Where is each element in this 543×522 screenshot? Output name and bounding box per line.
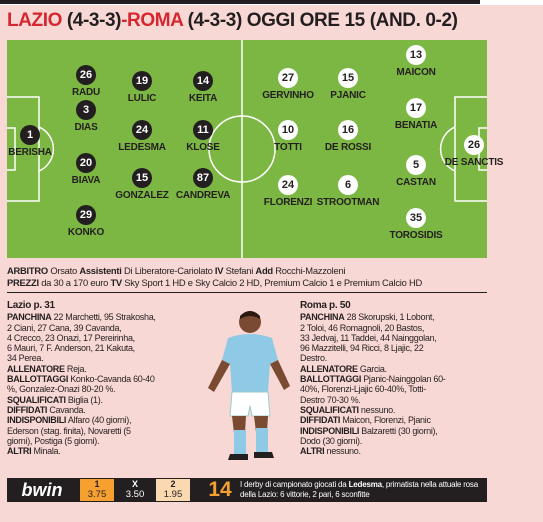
info-line: [7, 374, 197, 384]
roma-player-7: [381, 45, 451, 78]
info-line: [300, 405, 488, 415]
shirt-number: 27: [278, 68, 298, 88]
info-text: 4 Crecco, 23 Onazi, 17 Pereirinha,: [7, 332, 135, 343]
info-text: 33 Jedvaj, 11 Taddei, 44 Nainggolan,: [300, 332, 437, 343]
shirt-number: 15: [132, 168, 152, 188]
additional-names: Rocchi-Mazzoleni: [272, 265, 346, 276]
odds-box-3: [156, 479, 190, 501]
fact-number: 14: [208, 478, 232, 501]
prices-line: [7, 277, 422, 288]
info-line: [7, 333, 197, 343]
player-name: GERVINHO: [262, 90, 314, 101]
info-label: INDISPONIBILI: [300, 425, 360, 436]
info-line: [300, 395, 488, 405]
info-line: [300, 343, 488, 353]
info-label: ALLENATORE: [300, 363, 358, 374]
lazio-player-5: [51, 205, 121, 238]
player-name: PJANIC: [330, 90, 366, 101]
info-line: [7, 436, 197, 446]
odds-label: X: [118, 479, 152, 489]
player-photo: [198, 300, 298, 470]
player-name: STROOTMAN: [316, 197, 380, 208]
info-line: [7, 312, 197, 322]
fourth-official-label: IV: [214, 265, 224, 276]
assistants-names: Di Liberatore-Cariolato: [121, 265, 215, 276]
info-text: %, Gonzalez-Onazi 80-20 %.: [7, 384, 116, 395]
info-text: Konko-Cavanda 60-40: [68, 374, 155, 385]
info-line: [300, 384, 488, 394]
info-label: BALLOTTAGGI: [300, 374, 362, 385]
info-text: 2 Toloi, 46 Romagnoli, 20 Bastos,: [300, 322, 425, 333]
player-name: BIAVA: [71, 175, 101, 186]
info-line: [7, 323, 197, 333]
prices-label: PREZZI: [7, 277, 39, 288]
roma-player-10: [381, 208, 451, 241]
player-name: DE SANCTIS: [444, 157, 504, 168]
shirt-number: 6: [338, 175, 358, 195]
info-text: Destro.: [300, 353, 327, 364]
info-text: 34 Perea.: [7, 353, 44, 364]
info-line: [7, 395, 197, 405]
info-label: ALTRI: [300, 446, 325, 457]
roma-info-column: [300, 301, 488, 456]
info-line: [7, 426, 197, 436]
info-text: Garcia.: [357, 363, 387, 374]
section-divider: [7, 292, 487, 293]
player-name: KLOSE: [186, 142, 220, 153]
player-name: MAICON: [396, 67, 436, 78]
info-line: [7, 405, 197, 415]
headline-dash: -: [121, 10, 128, 31]
info-text: Pjanic-Nainggolan 60-: [361, 374, 446, 385]
info-text: 6 Mauri, 7 F. Anderson, 21 Kakuta,: [7, 343, 135, 354]
shirt-number: 87: [193, 168, 213, 188]
shirt-number: 10: [278, 120, 298, 140]
roma-player-5: [313, 120, 383, 153]
lazio-player-10: [168, 120, 238, 153]
info-label: PANCHINA: [300, 312, 345, 323]
info-text: 2 Ciani, 27 Cana, 39 Cavanda,: [7, 322, 122, 333]
info-line: [7, 415, 197, 425]
odds-box-1: [80, 479, 114, 501]
shirt-number: 20: [76, 153, 96, 173]
lazio-info-column: [7, 301, 197, 456]
info-text: 40%, Florenzi-Ljajic 60-40%, Totti-: [300, 384, 426, 395]
home-team-name: LAZIO: [7, 10, 62, 31]
info-text: Reja.: [64, 363, 87, 374]
assistants-label: Assistenti: [79, 265, 122, 276]
player-name: TOROSIDIS: [389, 230, 443, 241]
fact-highlight: Ledesma: [348, 480, 382, 489]
odds-value: 3.50: [118, 489, 152, 501]
info-text: 28 Skorupski, 1 Lobont,: [344, 312, 435, 323]
info-label: DIFFIDATI: [7, 404, 48, 415]
lazio-player-6: [107, 71, 177, 104]
lazio-player-7: [107, 120, 177, 153]
additional-label: Add: [255, 265, 273, 276]
shirt-number: 16: [338, 120, 358, 140]
shirt-number: 5: [406, 155, 426, 175]
info-label: PANCHINA: [7, 312, 52, 323]
info-text: nessuno.: [324, 446, 361, 457]
info-line: [300, 446, 488, 456]
player-name: RADU: [71, 87, 101, 98]
lazio-player-11: [168, 168, 238, 201]
info-text: Dodo (30 giorni).: [300, 435, 362, 446]
shirt-number: 14: [193, 71, 213, 91]
info-text: Minala.: [31, 446, 61, 457]
shirt-number: 24: [278, 175, 298, 195]
info-line: [7, 446, 197, 456]
info-label: SQUALIFICATI: [7, 394, 66, 405]
player-name: BENATIA: [394, 120, 438, 131]
info-label: BALLOTTAGGI: [7, 374, 69, 385]
player-name: TOTTI: [274, 142, 302, 153]
tv-channels: Sky Sport 1 HD e Sky Calcio 2 HD, Premium Calcio 1 e Premium Calcio HD: [121, 277, 422, 288]
shirt-number: 24: [132, 120, 152, 140]
info-text: giorni), Postiga (5 giorni).: [7, 435, 100, 446]
info-label: INDISPONIBILI: [7, 415, 67, 426]
referee-label: ARBITRO: [7, 265, 48, 276]
info-text: 96 Mazzitelli, 94 Ricci, 8 Ljajic, 22: [300, 343, 424, 354]
info-line: [7, 384, 197, 394]
roma-player-8: [381, 98, 451, 131]
shirt-number: 3: [76, 100, 96, 120]
info-line: [300, 364, 488, 374]
shirt-number: 29: [76, 205, 96, 225]
bwin-logo: bwin: [9, 480, 75, 500]
lazio-info-title: Lazio p. 31: [7, 300, 55, 311]
top-rule-bar: [0, 0, 480, 4]
info-line: [300, 353, 488, 363]
top-rule: [0, 0, 543, 5]
info-text: 22 Marchetti, 95 Strakosha,: [51, 312, 156, 323]
lazio-player-8: [107, 168, 177, 201]
shirt-number: 26: [76, 65, 96, 85]
odds-value: 1.95: [156, 489, 190, 501]
player-name: KONKO: [67, 227, 105, 238]
shirt-number: 15: [338, 68, 358, 88]
shirt-number: 26: [464, 135, 484, 155]
player-name: LULIC: [127, 93, 157, 104]
info-line: [300, 333, 488, 343]
info-line: [300, 374, 488, 384]
info-line: [300, 415, 488, 425]
shirt-number: 19: [132, 71, 152, 91]
info-label: ALLENATORE: [7, 363, 65, 374]
fact-box: [200, 478, 487, 502]
player-name: CANDREVA: [175, 190, 231, 201]
info-line: [7, 353, 197, 363]
referee-name: Orsato: [47, 265, 80, 276]
player-name: GONZALEZ: [115, 190, 169, 201]
shirt-number: 13: [406, 45, 426, 65]
roma-info-title: Roma p. 50: [300, 300, 351, 311]
shirt-number: 11: [193, 120, 213, 140]
info-label: SQUALIFICATI: [300, 404, 359, 415]
info-text: Alfaro (40 giorni),: [66, 415, 132, 426]
fact-text-start: I derby di campionato giocati da: [240, 480, 349, 489]
odds-label: 1: [80, 479, 114, 489]
player-name: DE ROSSI: [324, 142, 372, 153]
info-label: DIFFIDATI: [300, 415, 341, 426]
shirt-number: 17: [406, 98, 426, 118]
shirt-number: 1: [20, 125, 40, 145]
info-text: Biglia (1).: [65, 394, 103, 405]
shirt-number: 35: [406, 208, 426, 228]
info-text: Balzaretti (30 giorni),: [359, 425, 438, 436]
odds-box-2: [118, 479, 152, 501]
info-label: ALTRI: [7, 446, 32, 457]
lazio-player-9: [168, 71, 238, 104]
match-details: (4-3-3) OGGI ORE 15 (AND. 0-2): [182, 10, 458, 31]
info-text: nessuno.: [358, 404, 396, 415]
roma-player-11: [439, 135, 509, 168]
info-line: [300, 312, 488, 322]
fact-text-end: , primatista nella attuale rosa della Lazio: 6 vittorie, 2 pari, 6 sconfitte: [240, 480, 478, 499]
info-text: Ederson (stag. finita), Novaretti (5: [7, 425, 131, 436]
info-line: [300, 426, 488, 436]
info-line: [7, 343, 197, 353]
player-name: CASTAN: [396, 177, 436, 188]
info-text: Maicon, Florenzi, Pjanic: [340, 415, 431, 426]
player-name: LEDESMA: [118, 142, 166, 153]
info-text: Destro 70-30 %.: [300, 394, 361, 405]
player-name: DIAS: [74, 122, 98, 133]
odds-label: 2: [156, 479, 190, 489]
officials-line: [7, 265, 345, 276]
match-headline: [7, 10, 458, 32]
away-team-name: ROMA: [127, 10, 183, 31]
roma-player-6: [313, 175, 383, 208]
tv-label: TV: [110, 277, 122, 288]
info-line: [7, 364, 197, 374]
info-line: [300, 436, 488, 446]
odds-value: 3.75: [80, 489, 114, 501]
player-name: FLORENZI: [263, 197, 313, 208]
roma-player-4: [313, 68, 383, 101]
home-formation: (4-3-3): [62, 10, 122, 31]
prices-range: da 30 a 170 euro: [38, 277, 111, 288]
info-text: Cavanda.: [47, 404, 86, 415]
fact-text: [240, 480, 484, 500]
info-line: [300, 323, 488, 333]
player-name: BERISHA: [8, 147, 52, 158]
fourth-official-name: Stefani: [223, 265, 256, 276]
player-name: KEITA: [188, 93, 218, 104]
